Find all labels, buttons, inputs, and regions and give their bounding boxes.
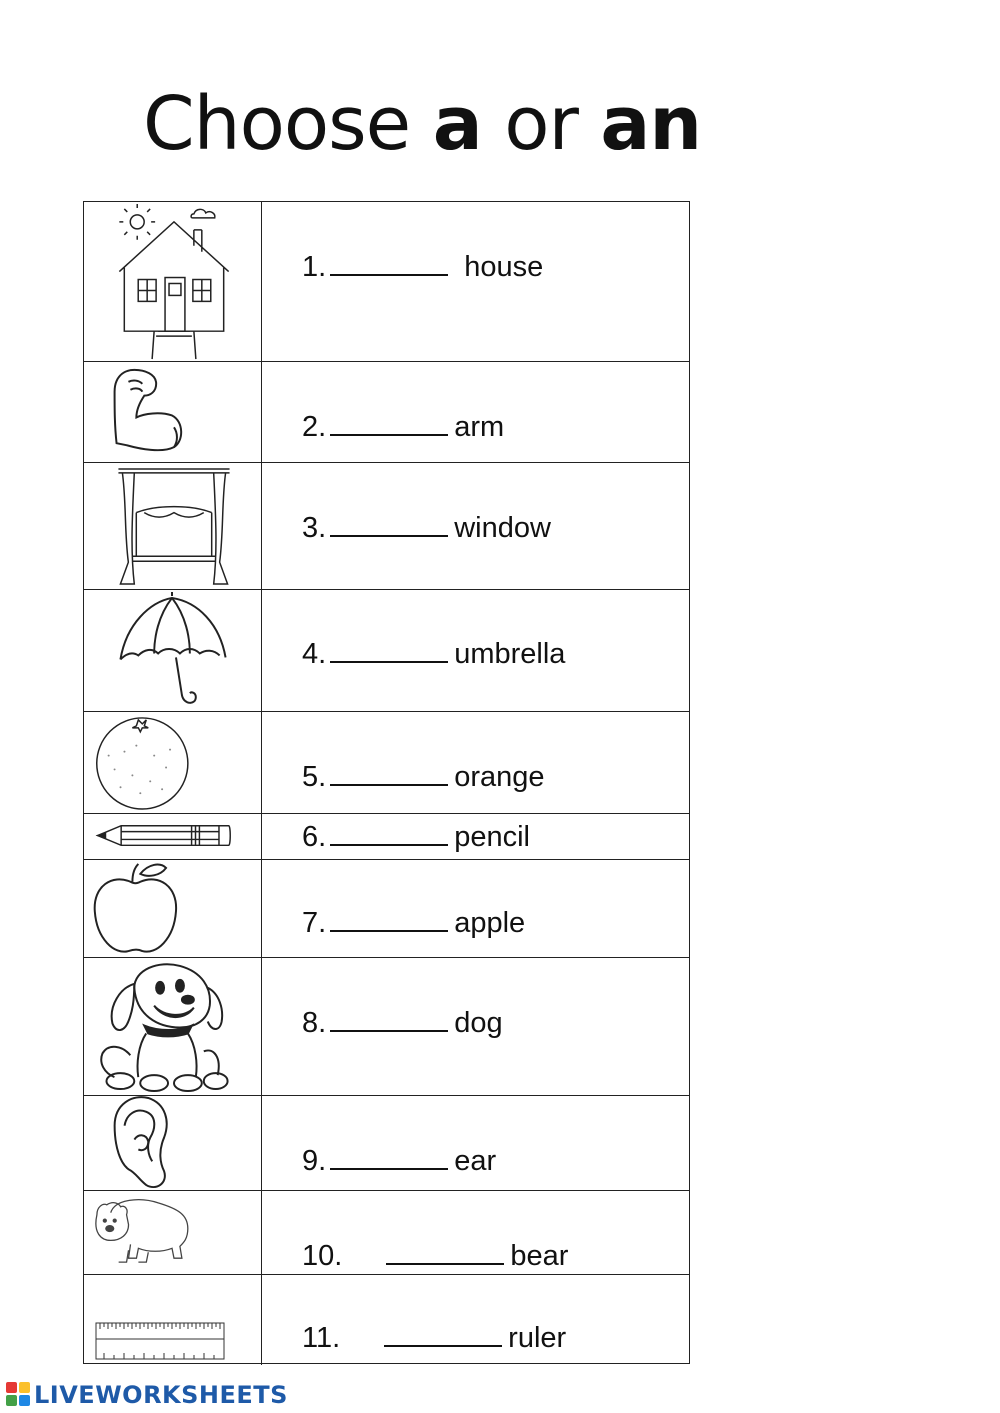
ruler-icon [84, 1275, 262, 1365]
answer-blank[interactable] [330, 904, 448, 932]
orange-icon [84, 712, 262, 813]
answer-blank[interactable] [386, 1237, 504, 1265]
answer-blank[interactable] [330, 509, 448, 537]
window-icon [84, 463, 262, 589]
title-an: an [600, 81, 702, 167]
question-10: 10. bear [302, 1237, 568, 1273]
logo-text: LIVEWORKSHEETS [34, 1381, 288, 1409]
table-row [84, 202, 689, 362]
question-4: 4. umbrella [302, 635, 565, 671]
ear-icon [84, 1096, 262, 1190]
table-row [84, 362, 689, 463]
worksheet-title: Choose a or an [143, 81, 702, 167]
title-a: a [432, 81, 482, 167]
table-row [84, 1096, 689, 1191]
answer-blank[interactable] [384, 1319, 502, 1347]
question-6: 6. pencil [302, 818, 530, 854]
dog-icon [84, 958, 262, 1095]
question-2: 2. arm [302, 408, 504, 444]
answer-blank[interactable] [330, 758, 448, 786]
table-row [84, 1275, 689, 1365]
answer-blank[interactable] [330, 818, 448, 846]
exercise-table [83, 201, 690, 1364]
question-3: 3. window [302, 509, 551, 545]
house-icon [84, 202, 262, 361]
question-9: 9. ear [302, 1142, 496, 1178]
table-row [84, 1191, 689, 1275]
question-11: 11. ruler [302, 1319, 566, 1355]
logo-icon [6, 1382, 32, 1408]
table-row [84, 958, 689, 1096]
question-7: 7. apple [302, 904, 525, 940]
table-row [84, 590, 689, 712]
pencil-icon [84, 814, 262, 859]
question-8: 8. dog [302, 1004, 503, 1040]
liveworksheets-logo[interactable] [6, 1381, 288, 1409]
table-row [84, 860, 689, 958]
umbrella-icon [84, 590, 262, 711]
question-1: 1. house [302, 248, 543, 284]
table-row [84, 712, 689, 814]
table-row [84, 814, 689, 860]
table-row [84, 463, 689, 590]
answer-blank[interactable] [330, 1142, 448, 1170]
answer-blank[interactable] [330, 1004, 448, 1032]
question-5: 5. orange [302, 758, 545, 794]
answer-blank[interactable] [330, 408, 448, 436]
answer-blank[interactable] [330, 248, 448, 276]
arm-icon [84, 362, 262, 462]
bear-icon [84, 1191, 262, 1274]
apple-icon [84, 860, 262, 957]
answer-blank[interactable] [330, 635, 448, 663]
